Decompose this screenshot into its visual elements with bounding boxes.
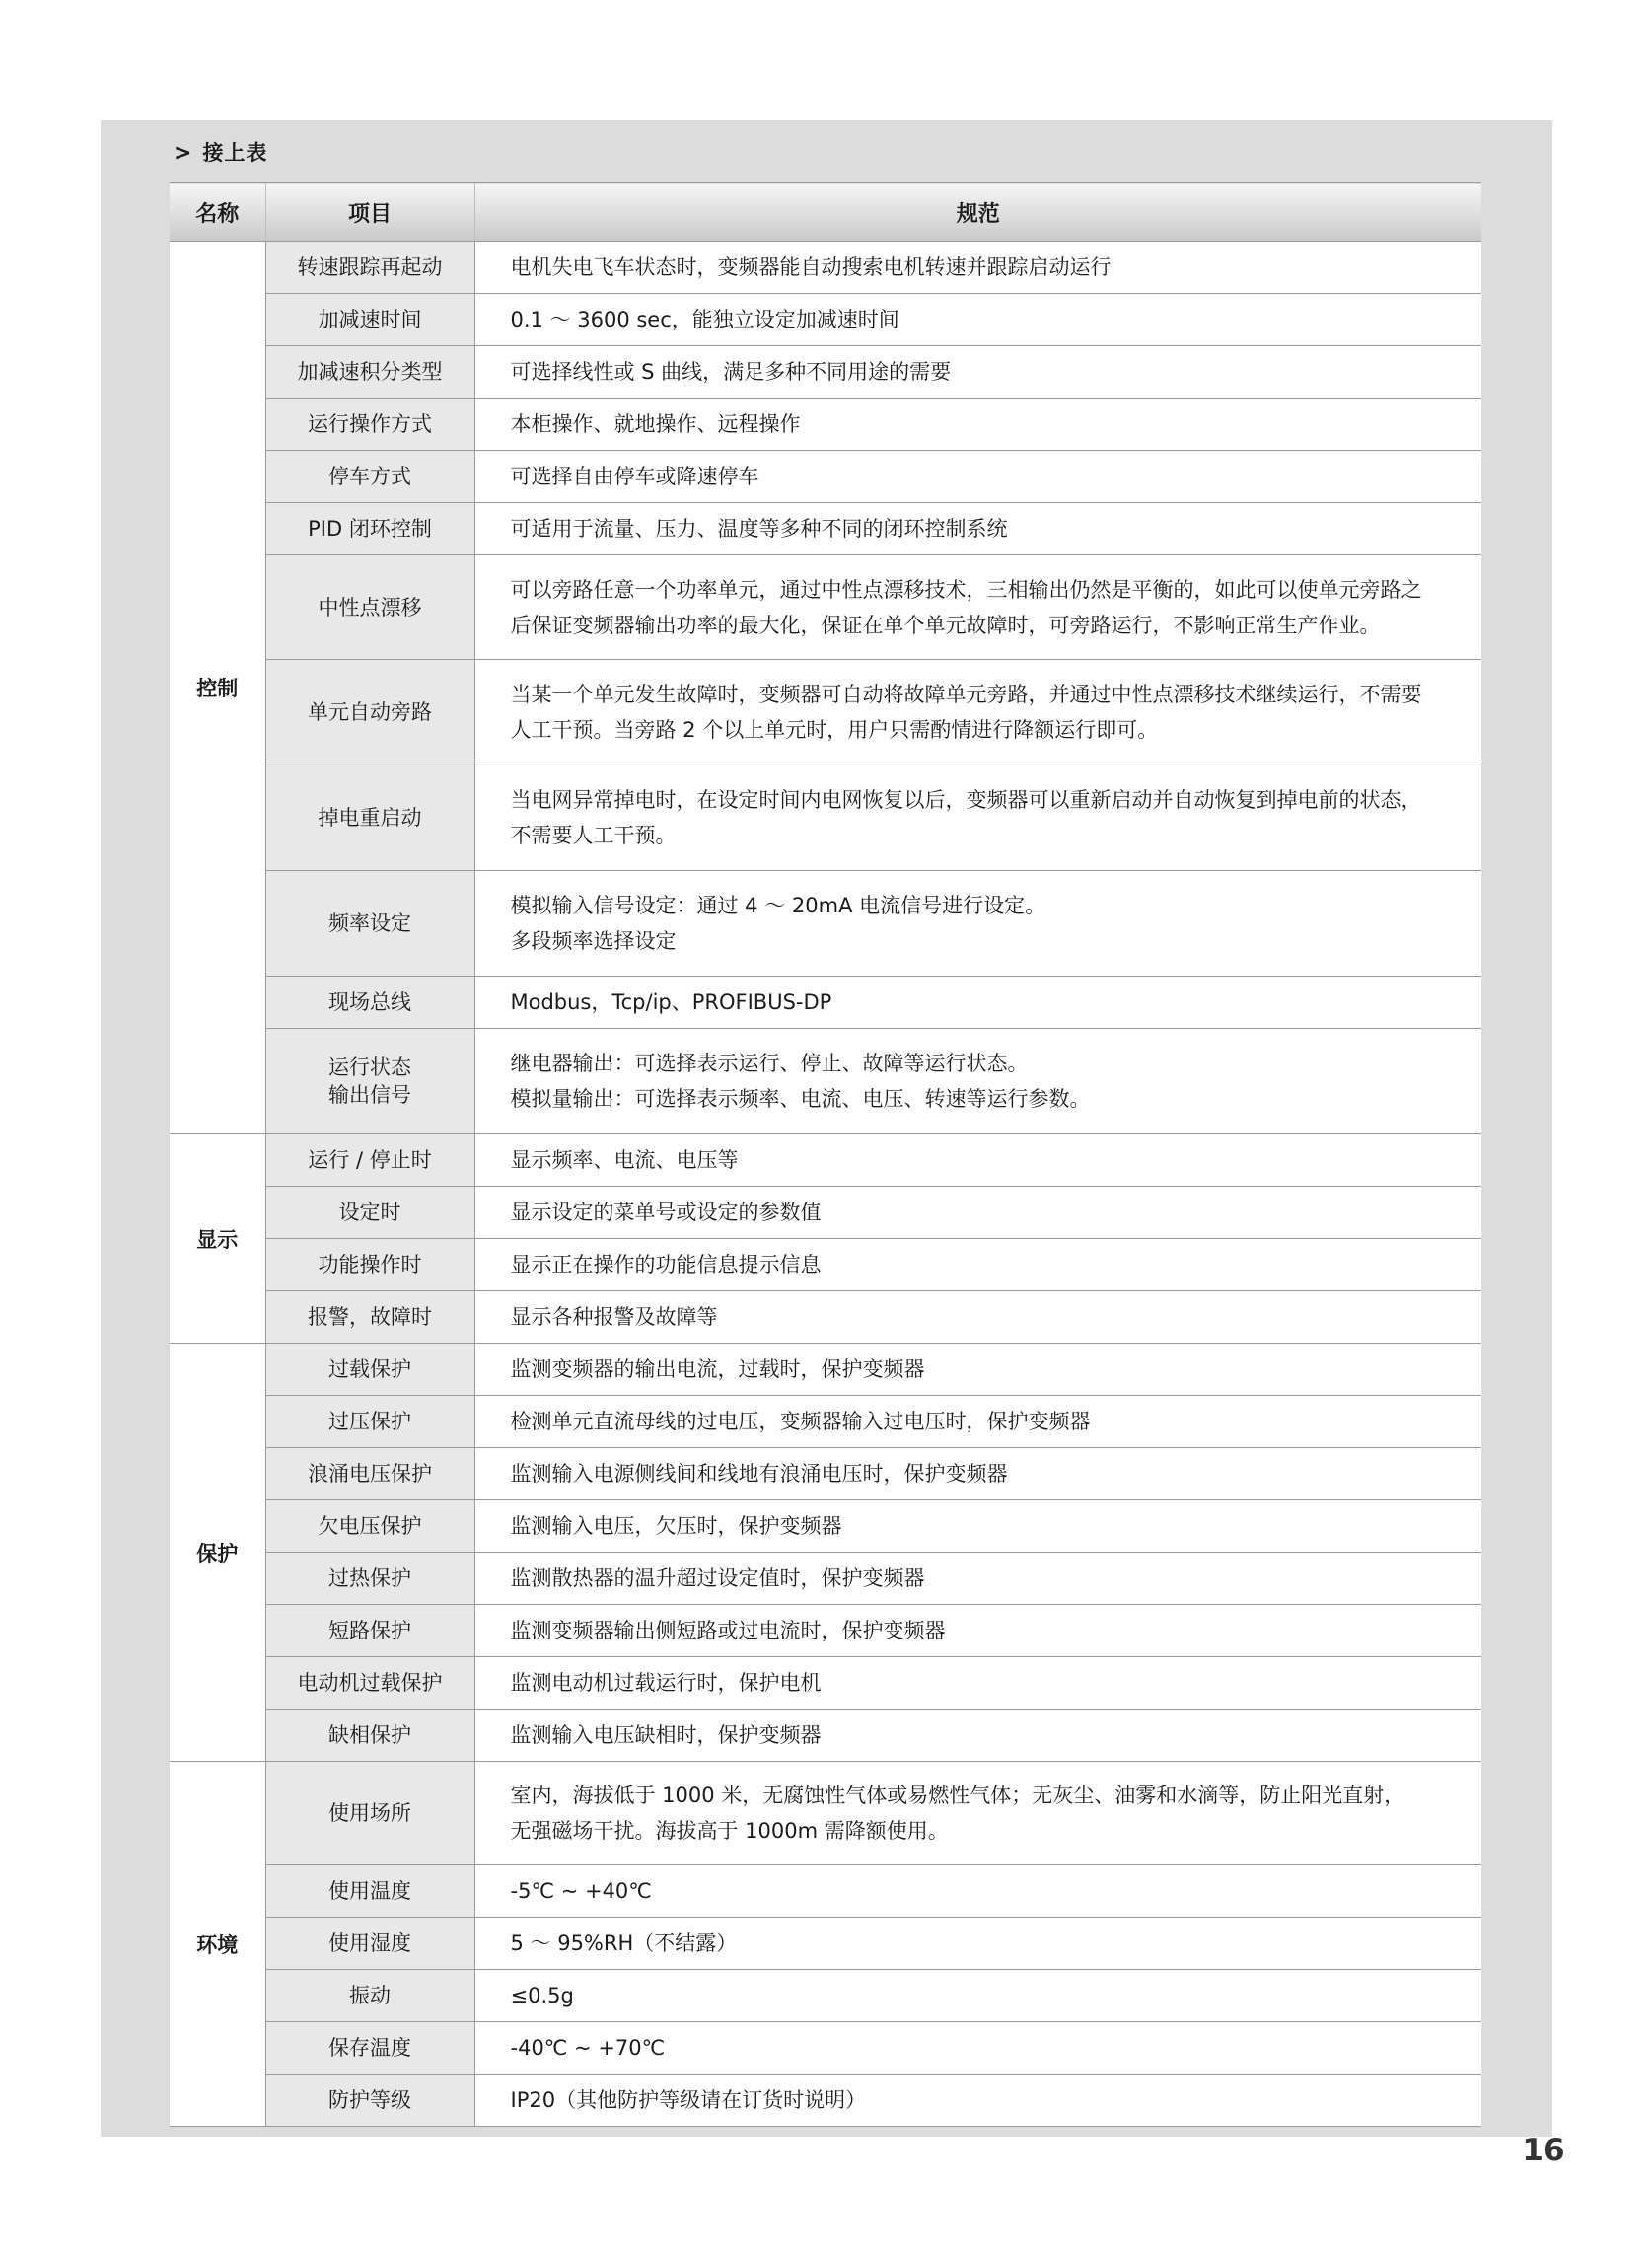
item-label: 防护等级 <box>328 2088 411 2112</box>
category-cell: 环境 <box>170 1762 265 2127</box>
spec-cell <box>474 1657 1481 1710</box>
table-body <box>170 242 1481 2127</box>
spec-line: 显示各种报警及故障等 <box>510 1305 718 1329</box>
spec-cell <box>474 1762 1481 1865</box>
item-label: 保存温度 <box>328 2036 411 2060</box>
spec-line: 不需要人工干预。 <box>510 824 677 847</box>
item-label: 使用温度 <box>328 1879 411 1903</box>
spec-line: 电机失电飞车状态时，变频器能自动搜索电机转速并跟踪启动运行 <box>510 255 1112 279</box>
item-cell <box>265 660 474 765</box>
table-row <box>170 1865 1481 1918</box>
table-row <box>170 503 1481 555</box>
header-item: 项目 <box>265 183 474 242</box>
item-label: 过热保护 <box>328 1566 411 1590</box>
table-row <box>170 871 1481 977</box>
item-cell <box>265 1970 474 2022</box>
table-row <box>170 660 1481 765</box>
table-row <box>170 1134 1481 1187</box>
category-cell: 保护 <box>170 1344 265 1762</box>
table-row <box>170 2022 1481 2075</box>
chevron-right-icon: > <box>174 141 193 166</box>
spec-line: 当电网异常掉电时，在设定时间内电网恢复以后，变频器可以重新启动并自动恢复到掉电前的状态， <box>510 788 1422 812</box>
spec-line: 监测电动机过载运行时，保护电机 <box>510 1671 822 1695</box>
category-cell: 显示 <box>170 1134 265 1344</box>
spec-line: 可以旁路任意一个功率单元，通过中性点漂移技术，三相输出仍然是平衡的，如此可以使单元旁路之 <box>510 577 1422 602</box>
table-row <box>170 1187 1481 1239</box>
item-cell <box>265 503 474 555</box>
spec-cell <box>474 1187 1481 1239</box>
item-label: 电动机过载保护 <box>297 1671 443 1695</box>
item-cell <box>265 1187 474 1239</box>
item-label: 掉电重启动 <box>318 806 422 830</box>
table-row <box>170 1970 1481 2022</box>
spec-line: 监测散热器的温升超过设定值时，保护变频器 <box>510 1566 925 1590</box>
spec-line: 当某一个单元发生故障时，变频器可自动将故障单元旁路，并通过中性点漂移技术继续运行，不需要 <box>510 683 1422 706</box>
spec-cell <box>474 1029 1481 1134</box>
spec-line: 模拟量输出：可选择表示频率、电流、电压、转速等运行参数。 <box>510 1087 1091 1111</box>
table-row <box>170 1918 1481 1970</box>
spec-line: 可选择线性或 S 曲线，满足多种不同用途的需要 <box>510 360 952 384</box>
table-row <box>170 346 1481 399</box>
spec-line: 监测输入电源侧线间和线地有浪涌电压时，保护变频器 <box>510 1462 1008 1486</box>
table-row <box>170 242 1481 294</box>
table-row <box>170 1605 1481 1657</box>
spec-cell <box>474 1134 1481 1187</box>
item-label: 过压保护 <box>328 1410 411 1433</box>
table-row <box>170 1762 1481 1865</box>
item-cell <box>265 1762 474 1865</box>
table-row <box>170 1657 1481 1710</box>
item-label: 欠电压保护 <box>318 1514 422 1538</box>
spec-line: 监测变频器的输出电流，过载时，保护变频器 <box>510 1357 925 1381</box>
item-label: 缺相保护 <box>328 1723 411 1747</box>
item-cell <box>265 1239 474 1291</box>
spec-line: 可适用于流量、压力、温度等多种不同的闭环控制系统 <box>510 517 1008 541</box>
table-row <box>170 765 1481 871</box>
item-label: 设定时 <box>338 1201 401 1224</box>
table-row <box>170 2075 1481 2127</box>
category-cell: 控制 <box>170 242 265 1134</box>
item-cell <box>265 451 474 503</box>
spec-cell <box>474 1448 1481 1500</box>
item-label: 转速跟踪再起动 <box>297 255 443 279</box>
spec-cell <box>474 242 1481 294</box>
spec-cell <box>474 1918 1481 1970</box>
header-name: 名称 <box>170 183 265 242</box>
spec-line: 可选择自由停车或降速停车 <box>510 465 759 488</box>
table-row <box>170 1710 1481 1762</box>
item-cell <box>265 242 474 294</box>
item-cell <box>265 1500 474 1553</box>
page-number: 16 <box>1522 2133 1565 2168</box>
spec-line: 室内，海拔低于 1000 米，无腐蚀性气体或易燃性气体；无灰尘、油雾和水滴等，防止阳光直射， <box>510 1784 1405 1807</box>
item-label: 现场总线 <box>328 990 411 1014</box>
spec-line: 监测输入电压，欠压时，保护变频器 <box>510 1514 842 1538</box>
item-cell <box>265 765 474 871</box>
item-cell <box>265 1029 474 1134</box>
table-row <box>170 1239 1481 1291</box>
item-label: 使用湿度 <box>328 1931 411 1955</box>
spec-line: 监测变频器输出侧短路或过电流时，保护变频器 <box>510 1619 946 1642</box>
continued-label <box>174 138 267 168</box>
spec-line: 模拟输入信号设定：通过 4 ～ 20mA 电流信号进行设定。 <box>510 894 1046 917</box>
spec-line: 多段频率选择设定 <box>510 929 677 953</box>
spec-cell <box>474 1500 1481 1553</box>
item-label: 单元自动旁路 <box>308 700 432 724</box>
spec-cell <box>474 2075 1481 2127</box>
item-cell <box>265 1657 474 1710</box>
spec-cell <box>474 660 1481 765</box>
item-label: 短路保护 <box>328 1619 411 1642</box>
item-cell <box>265 1865 474 1918</box>
item-cell <box>265 977 474 1029</box>
item-label: 报警，故障时 <box>308 1305 432 1329</box>
item-cell <box>265 1291 474 1344</box>
table-row <box>170 451 1481 503</box>
item-label: 运行 / 停止时 <box>308 1148 432 1172</box>
spec-cell <box>474 503 1481 555</box>
item-label: 浪涌电压保护 <box>308 1462 432 1486</box>
item-label: 频率设定 <box>328 911 411 935</box>
spec-line: 监测输入电压缺相时，保护变频器 <box>510 1723 822 1747</box>
spec-line: 人工干预。当旁路 2 个以上单元时，用户只需酌情进行降额运行即可。 <box>510 718 1159 742</box>
spec-line: 显示正在操作的功能信息提示信息 <box>510 1253 822 1276</box>
spec-cell <box>474 1396 1481 1448</box>
table-row <box>170 555 1481 660</box>
spec-cell <box>474 1344 1481 1396</box>
spec-cell <box>474 1605 1481 1657</box>
spec-cell <box>474 2022 1481 2075</box>
continued-text: 接上表 <box>202 141 268 165</box>
item-cell <box>265 1134 474 1187</box>
spec-line: 无强磁场干扰。海拔高于 1000m 需降额使用。 <box>510 1819 949 1843</box>
spec-cell <box>474 1710 1481 1762</box>
item-label: 功能操作时 <box>318 1253 422 1276</box>
spec-cell <box>474 1291 1481 1344</box>
item-label: PID 闭环控制 <box>308 517 432 541</box>
table-row <box>170 977 1481 1029</box>
spec-line: 检测单元直流母线的过电压，变频器输入过电压时，保护变频器 <box>510 1410 1091 1433</box>
table-row <box>170 399 1481 451</box>
item-label: 输出信号 <box>328 1083 411 1107</box>
item-label: 运行操作方式 <box>308 412 432 436</box>
item-cell <box>265 2022 474 2075</box>
item-cell <box>265 555 474 660</box>
spec-cell <box>474 399 1481 451</box>
spec-cell <box>474 1239 1481 1291</box>
spec-line: 显示设定的菜单号或设定的参数值 <box>510 1201 822 1224</box>
item-label: 中性点漂移 <box>318 595 422 619</box>
item-cell <box>265 1448 474 1500</box>
item-cell <box>265 399 474 451</box>
spec-line: ≤0.5g <box>510 1984 574 2007</box>
table-row <box>170 1029 1481 1134</box>
item-cell <box>265 346 474 399</box>
item-label: 振动 <box>349 1984 391 2007</box>
item-cell <box>265 1344 474 1396</box>
spec-cell <box>474 294 1481 346</box>
item-cell <box>265 2075 474 2127</box>
table-row <box>170 1396 1481 1448</box>
item-label: 停车方式 <box>328 465 411 488</box>
item-cell <box>265 1918 474 1970</box>
spec-cell <box>474 1865 1481 1918</box>
item-cell <box>265 1396 474 1448</box>
table-row <box>170 1291 1481 1344</box>
spec-line: -40℃ ~ +70℃ <box>510 2036 666 2060</box>
spec-line: IP20（其他防护等级请在订货时说明） <box>510 2088 867 2112</box>
item-label: 过载保护 <box>328 1357 411 1381</box>
table-row <box>170 1344 1481 1396</box>
spec-cell <box>474 977 1481 1029</box>
spec-line: 后保证变频器输出功率的最大化，保证在单个单元故障时，可旁路运行，不影响正常生产作业。 <box>510 613 1381 637</box>
item-label: 运行状态 <box>328 1056 411 1079</box>
spec-cell <box>474 555 1481 660</box>
spec-cell <box>474 1970 1481 2022</box>
table-header-row <box>170 183 1481 242</box>
table-row <box>170 1553 1481 1605</box>
spec-line: 继电器输出：可选择表示运行、停止、故障等运行状态。 <box>510 1052 1029 1075</box>
spec-cell <box>474 346 1481 399</box>
table-row <box>170 294 1481 346</box>
table-row <box>170 1500 1481 1553</box>
spec-table <box>170 182 1481 2127</box>
item-cell <box>265 294 474 346</box>
header-spec: 规范 <box>474 183 1481 242</box>
spec-line: 5 ～ 95%RH（不结露） <box>510 1931 738 1955</box>
table-row <box>170 1448 1481 1500</box>
item-cell <box>265 1553 474 1605</box>
item-cell <box>265 1605 474 1657</box>
spec-cell <box>474 1553 1481 1605</box>
item-cell <box>265 1710 474 1762</box>
item-label: 加减速积分类型 <box>297 360 443 384</box>
spec-line: Modbus，Tcp/ip、PROFIBUS-DP <box>510 990 832 1014</box>
item-cell <box>265 871 474 977</box>
spec-cell <box>474 765 1481 871</box>
spec-cell <box>474 451 1481 503</box>
spec-line: -5℃ ~ +40℃ <box>510 1879 652 1903</box>
spec-line: 本柜操作、就地操作、远程操作 <box>510 412 801 436</box>
item-label: 使用场所 <box>328 1801 411 1825</box>
spec-cell <box>474 871 1481 977</box>
spec-line: 0.1 ～ 3600 sec，能独立设定加减速时间 <box>510 308 899 331</box>
item-label: 加减速时间 <box>318 308 422 331</box>
spec-line: 显示频率、电流、电压等 <box>510 1148 739 1172</box>
